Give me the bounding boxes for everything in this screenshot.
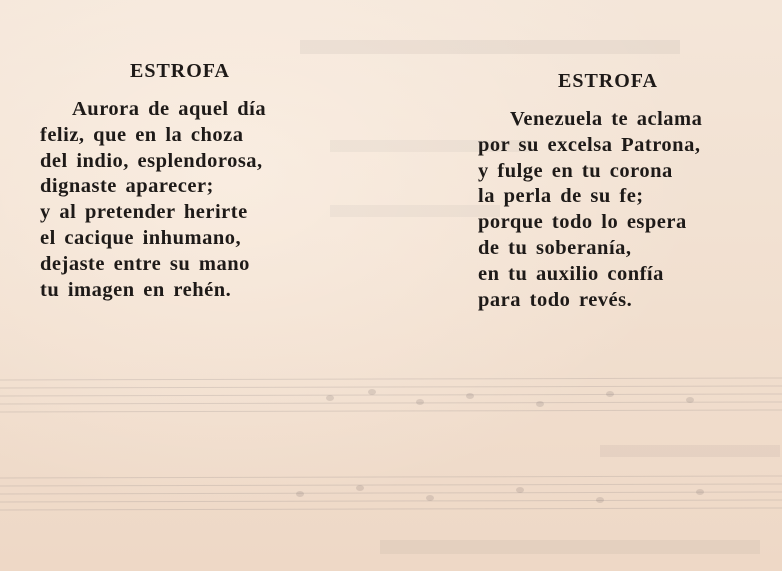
verse-lines [478, 107, 768, 313]
verse-line: Aurora de aquel día [72, 98, 267, 120]
verse-line: feliz, que en la choza [40, 123, 244, 146]
verse-line: porque todo lo espera [478, 211, 687, 234]
verse-lines [40, 97, 330, 303]
verse-line: la perla de su fe; [478, 185, 644, 208]
stanza-heading: ESTROFA [558, 70, 658, 92]
verse-line: dignaste aparecer; [40, 175, 214, 198]
verse-line: por su excelsa Patrona, [478, 133, 701, 156]
stanza-right [478, 70, 768, 313]
verse-line: y fulge en tu corona [478, 159, 673, 182]
verse-line: Venezuela te aclama [510, 108, 703, 130]
verse-line: en tu auxilio confía [478, 262, 664, 285]
verse-line: del indio, esplendorosa, [40, 149, 263, 172]
stanza-left [40, 60, 330, 303]
stanza-heading: ESTROFA [130, 60, 230, 82]
verse-line: dejaste entre su mano [40, 252, 250, 275]
verse-line: el cacique inhumano, [40, 226, 242, 249]
verse-line: para todo revés. [478, 288, 633, 311]
verse-line: tu imagen en rehén. [40, 278, 232, 301]
verse-line: de tu soberanía, [478, 236, 632, 259]
verse-line: y al pretender herirte [40, 201, 248, 224]
